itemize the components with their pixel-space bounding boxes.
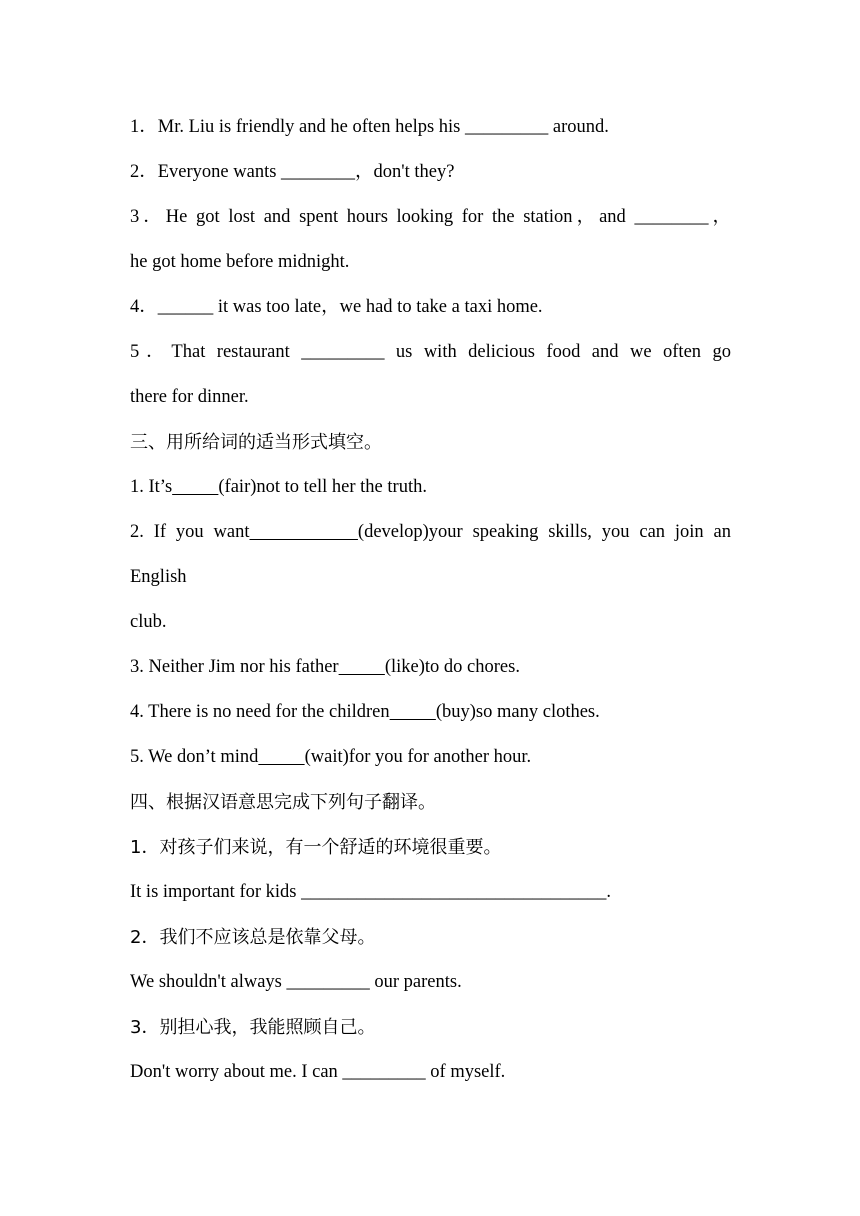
section4-question-1-chinese: 1．对孩子们来说，有一个舒适的环境很重要。: [130, 837, 502, 858]
question-text: (fair)not to tell her the truth.: [218, 477, 427, 497]
section4-question-2-chinese: 2．我们不应该总是依靠父母。: [130, 927, 376, 948]
question-text: 1. It’s: [130, 477, 173, 497]
section3-heading: 三、用所给词的适当形式填空。: [130, 432, 382, 453]
section3-question-1: [130, 465, 731, 510]
section3-question-2-line3: club.: [130, 612, 167, 632]
question-text: (like)to do chores.: [384, 657, 520, 677]
answer-blank[interactable]: [249, 522, 357, 542]
question-text: 3. Neither Jim nor his father: [130, 657, 339, 677]
answer-blank[interactable]: [339, 657, 385, 677]
section3-question-2-line2: English: [130, 567, 187, 587]
section3-question-5: [130, 735, 731, 780]
section2-question-5-line2: there for dinner.: [130, 387, 249, 407]
answer-blank[interactable]: [258, 747, 304, 767]
section3-question-4: [130, 690, 731, 735]
question-text: 2. If you want: [130, 522, 250, 542]
answer-blank[interactable]: [390, 702, 436, 722]
section3-question-2: [130, 510, 731, 555]
question-text: (develop)your speaking skills, you can join an: [357, 522, 731, 542]
section2-question-3-line1: 3．He got lost and spent hours looking for the station，and ________，: [130, 207, 731, 227]
question-text: (wait)for you for another hour.: [304, 747, 532, 767]
section2-question-2: 2．Everyone wants ________，don't they?: [130, 162, 455, 182]
answer-blank[interactable]: [172, 477, 218, 497]
section2-question-3-line2: he got home before midnight.: [130, 252, 350, 272]
section2-question-5-line1: 5．That restaurant _________ us with delicious food and we often go: [130, 342, 731, 362]
question-text: (buy)so many clothes.: [435, 702, 600, 722]
section3-question-3: [130, 645, 731, 690]
section2-question-4: 4．______ it was too late，we had to take a taxi home.: [130, 297, 543, 317]
question-text: 4. There is no need for the children: [130, 702, 390, 722]
section4-question-2-english: We shouldn't always _________ our parents.: [130, 972, 462, 992]
section4-question-3-english: Don't worry about me. I can _________ of myself.: [130, 1062, 506, 1082]
section4-question-1-english: It is important for kids _________________________________.: [130, 882, 611, 902]
section4-heading: 四、根据汉语意思完成下列句子翻译。: [130, 792, 436, 813]
question-text: 5. We don’t mind: [130, 747, 259, 767]
worksheet-page: [130, 105, 731, 1095]
section2-question-1: 1．Mr. Liu is friendly and he often helps his _________ around.: [130, 117, 609, 137]
section4-question-3-chinese: 3．别担心我，我能照顾自己。: [130, 1017, 376, 1038]
